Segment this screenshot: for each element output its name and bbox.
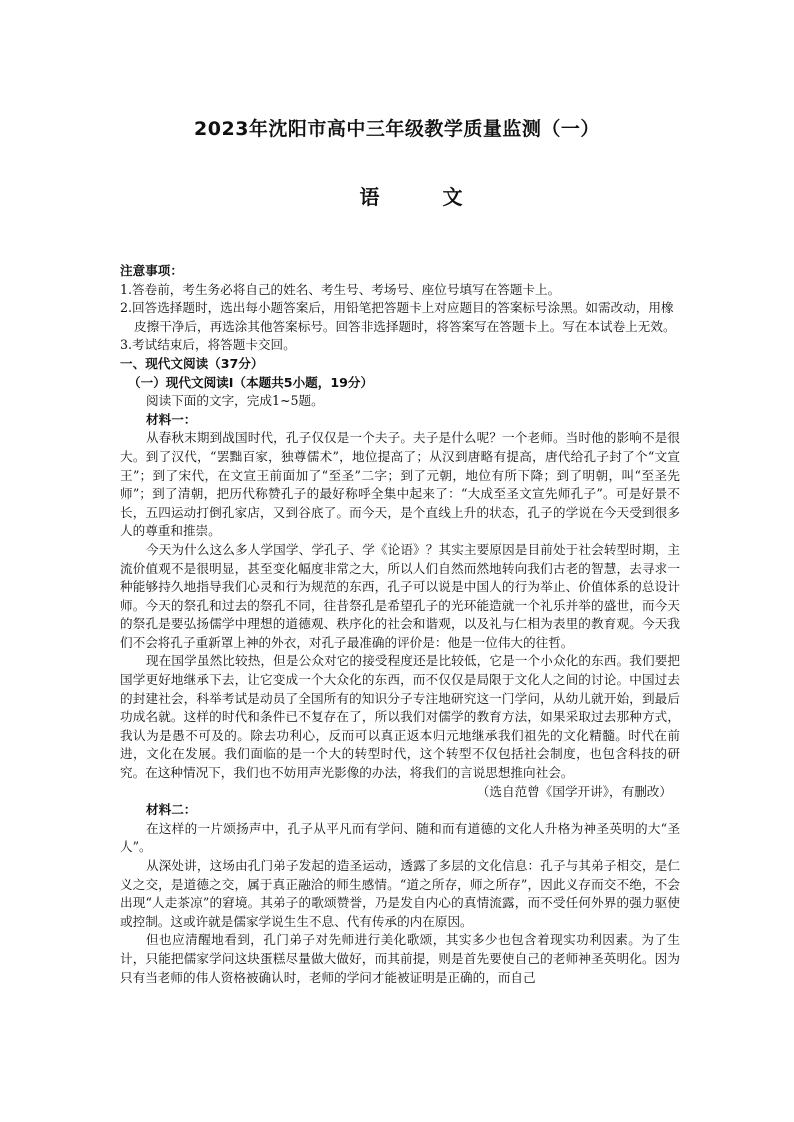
material-1-paragraph: 现在国学虽然比较热，但是公众对它的接受程度还是比较低，它是一个小众化的东西。我们要把国学更好地继承下去，让它变成一个大众化的东西，而不仅仅是局限于文化人之间的讨论。中国过去的封建社会，科举考试是动员了全国所有的知识分子专注地研究这一门学问，从幼儿就开始，到最后功成名就。这样的时代和条件已不复存在了，所以我们对儒学的教育方法，如果采取过去那种方式，我认为是愚不可及的。除去功利心，反而可以真正返本归元地继承我们祖先的文化精髓。时代在前进，文化在发展。我们面临的是一个大的转型时代，这个转型不仅包括社会制度，也包含科技的研究。在这种情况下，我们也不妨用声光影像的办法，将我们的言说思想推向社会。 — [120, 653, 680, 781]
material-2-paragraph: 在这样的一片颂扬声中，孔子从平凡而有学问、随和而有道德的文化人升格为神圣英明的大“圣人”。 — [120, 820, 680, 855]
subject-title: 语 文 — [359, 185, 491, 209]
reading-instruction: 阅读下面的文字，完成1~5题。 — [146, 393, 324, 409]
material-1-label: 材料一： — [146, 411, 197, 427]
section-heading: 一、现代文阅读（37分） — [120, 355, 264, 371]
material-2-paragraph: 但也应清醒地看到，孔门弟子对先师进行美化歌颂，其实多少也包含着现实功利因素。为了生计，只能把儒家学问这块蛋糕尽量做大做好，而其前提，则是首先要使自己的老师神圣英明化。因为只有当老师的伟人资格被确认时，老师的学问才能被证明是正确的，而自己 — [120, 932, 680, 985]
material-2-paragraph: 从深处讲，这场由孔门弟子发起的造圣运动，透露了多层的文化信息：孔子与其弟子相交，是仁义之交，是道德之交，属于真正融洽的师生感情。“道之所存，师之所存”，因此义存而交不绝，不会出现“人走茶凉”的窘境。其弟子的歌颂赞誉，乃是发自内心的真情流露，而不受任何外界的强力驱使或控制。这或许就是儒家学说生生不息、代有传承的内在原因。 — [120, 858, 680, 929]
notice-heading: 注意事项： — [120, 263, 183, 278]
notice-item-3: 3.考试结束后，将答题卡交回。 — [120, 337, 296, 353]
notice-item-2: 2.回答选择题时，选出每小题答案后，用铅笔把答题卡上对应题目的答案标号涂黑。如需改动，用橡皮擦干净后，再选涂其他答案标号。回答非选择题时，将答案写在答题卡上。写在本试卷上无效。 — [120, 300, 676, 334]
material-1-paragraph: 今天为什么这么多人学国学、学孔子、学《论语》？其实主要原因是目前处于社会转型时期，主流价值观不是很明显，甚至变化幅度非常之大，所以人们自然而然地转向我们古老的智慧，去寻求一种能够持久地指导我们心灵和行为规范的东西，孔子可以说是中国人的行为举止、价值体系的总设计师。今天的祭孔和过去的祭孔不同，往昔祭孔是希望孔子的光环能造就一个礼乐并举的盛世，而今天的祭孔是要弘扬儒学中理想的道德观、秩序化的社会和谐观，以及礼与仁相为表里的教育观。今天我们不会将孔子重新罩上神的外衣，对孔子最准确的评价是：他是一位伟大的往哲。 — [120, 541, 680, 650]
material-2-label: 材料二： — [146, 802, 197, 818]
material-1-source: （选自范曾《国学开讲》，有删改） — [476, 783, 672, 799]
exam-title: 2023年沈阳市高中三年级教学质量监测（一） — [194, 118, 600, 140]
notice-item-1: 1.答卷前，考生务必将自己的姓名、考生号、考场号、座位号填写在答题卡上。 — [120, 281, 561, 297]
material-1-paragraph: 从春秋末期到战国时代，孔子仅仅是一个夫子。夫子是什么呢？一个老师。当时他的影响不是很大。到了汉代，“罢黜百家，独尊儒术”，地位提高了；从汉到唐略有提高，唐代给孔子封了个“文宣王”；到了宋代，在文宣王前面加了“至圣”二字；到了元朝，地位有所下降；到了明朝，叫“至圣先师”；到了清朝，把历代称赞孔子的最好称呼全集中起来了：“大成至圣文宣先师孔子”。可是好景不长，五四运动打倒孔家店，又到谷底了。而今天，是个直线上升的状态，孔子的学说在今天受到很多人的尊重和推崇。 — [120, 430, 680, 539]
part-heading: （一）现代文阅读Ⅰ（本题共5小题，19分） — [128, 374, 374, 390]
exam-body — [120, 262, 680, 987]
